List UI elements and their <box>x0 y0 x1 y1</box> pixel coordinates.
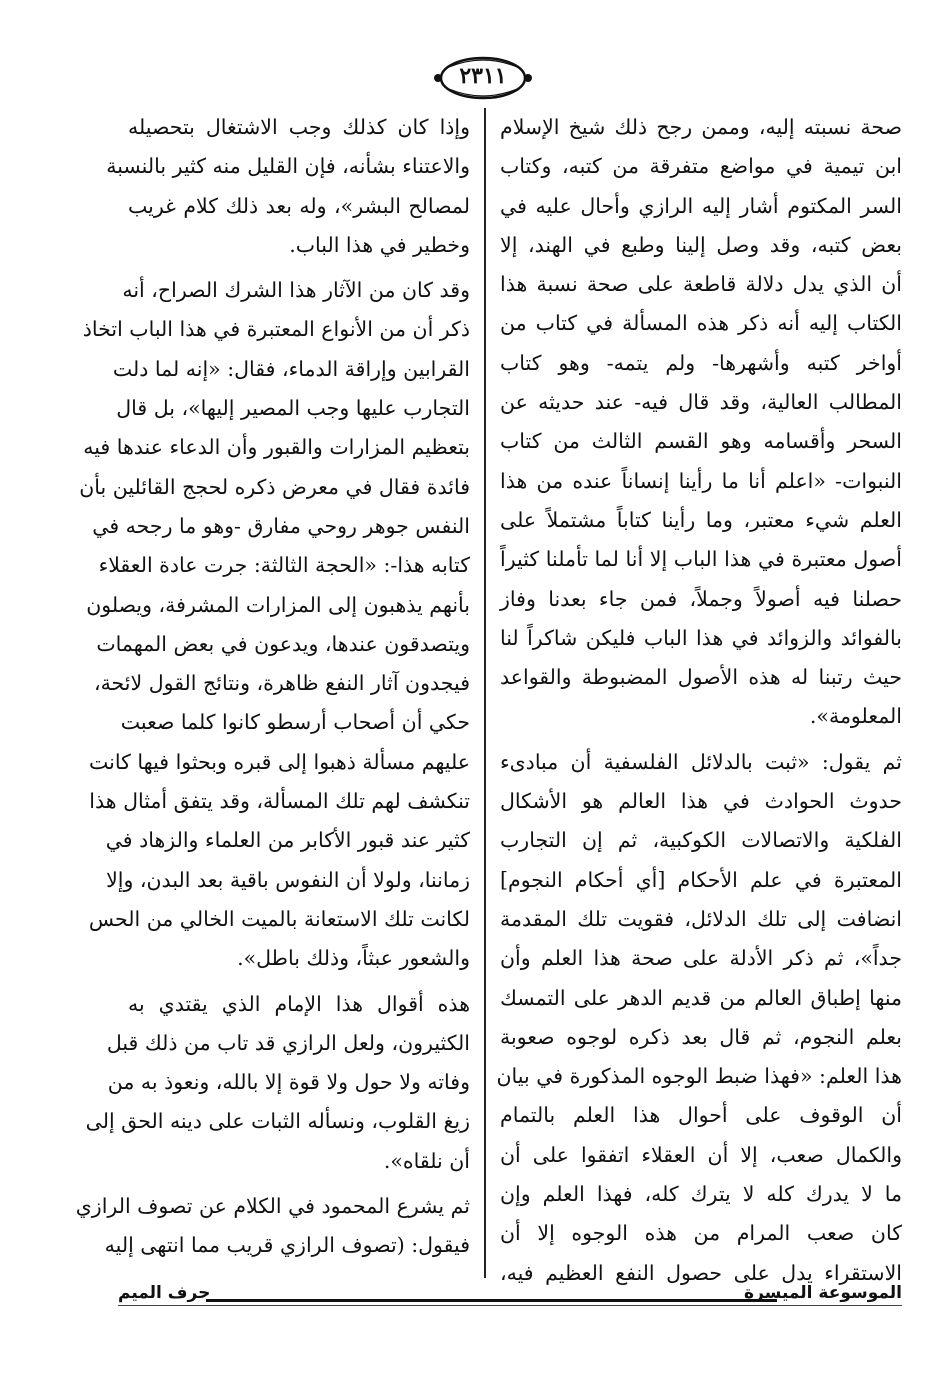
text-line: ثم يقول: «ثبت بالدلائل الفلسفية أن مبادىء <box>500 749 902 774</box>
text-line: زيغ القلوب، ونسأله الثبات على دينه الحق إلى <box>85 1109 470 1134</box>
text-line: حكي أن أصحاب أرسطو كانوا كلما صعبت <box>120 710 470 735</box>
text-line: فائدة فقال في معرض ذكره لحجج القائلين بأن <box>79 474 470 499</box>
text-line: أصول معتبرة في هذا الباب إلا أنا لما تأملنا كثيراً <box>500 547 902 572</box>
text-line: جداً»، ثم ذكر الأدلة على صحة هذا العلم وأن <box>500 946 902 971</box>
paragraph <box>106 108 470 265</box>
text-line: بتعظيم المزارات والقبور وأن الدعاء عندها فيه <box>83 435 470 460</box>
text-line: الفلكية والاتصالات الكوكبية، ثم إن التجارب <box>500 828 902 853</box>
column-divider <box>484 108 486 1278</box>
text-line: فيجدون آثار النفع ظاهرة، ونتائج القول لائحة، <box>93 671 470 696</box>
text-line: والكمال صعب، إلا أن العقلاء اتفقوا على أن <box>500 1142 902 1167</box>
text-line: وفاته ولا حول ولا قوة إلا بالله، ونعوذ به من <box>107 1070 470 1095</box>
text-line: المعلومة». <box>809 704 902 729</box>
text-line: عليهم مسألة ذهبوا إلى قبره وبحثوا فيها كانت <box>89 749 470 774</box>
text-line: التجارب عليها وجب المصير إليها»، بل قال <box>116 396 470 421</box>
text-line: لمصالح البشر»، وله بعد ذلك كلام غريب <box>128 193 470 218</box>
footer-book-title: الموسوعة الميسرة <box>744 1283 902 1303</box>
text-line: هذه أقوال هذا الإمام الذي يقتدي به <box>128 991 470 1016</box>
footer-underline <box>118 1305 902 1306</box>
text-line: حيث رتبنا له هذه الأصول المضبوطة والقواعد <box>500 665 902 690</box>
text-line: أن نلقاه». <box>383 1148 470 1173</box>
text-line: وإذا كان كذلك وجب الاشتغال بتحصيله <box>128 115 470 139</box>
text-line: وقد كان من الآثار هذا الشرك الصراح، أنه <box>122 278 470 303</box>
text-line: منها إطباق العالم من قديم الدهر على التمسك <box>500 985 902 1010</box>
text-line: أن الذي يدل دلالة قاطعة على صحة نسبة هذا <box>500 272 902 297</box>
left-column <box>75 108 470 1272</box>
text-line: القرابين وإراقة الدماء، فقال: «إنه لما دلت <box>112 356 470 381</box>
text-line: والشعور عبثاً، وذلك باطل». <box>237 946 470 971</box>
text-line: بعض كتبه، وقد وصل إلينا وطبع في الهند، إلا <box>500 232 902 257</box>
text-line: الكتاب إليه أنه ذكر هذه المسألة في كتاب من <box>500 311 902 336</box>
paragraph <box>79 271 470 978</box>
text-line: كان صعب المرام من هذه الوجوه إلا أن <box>500 1221 902 1246</box>
text-line: أن الوقوف على أحوال هذا العلم بالتمام <box>500 1103 902 1128</box>
right-column <box>496 108 902 1299</box>
paragraph <box>496 743 902 1293</box>
text-line: زماننا، ولولا أن النفوس باقية بعد البدن، وإلا <box>106 867 470 892</box>
text-line: أواخر كتبه وأشهرها- ولم يتمه- وهو كتاب <box>500 350 902 375</box>
page-footer <box>118 1283 902 1313</box>
text-line: بعلم النجوم، ثم قال بعد ذكره لوجوه صعوبة <box>500 1024 902 1049</box>
text-line: هذا العلم: «فهذا ضبط الوجوه المذكورة في بيان <box>496 1064 902 1089</box>
text-line: ابن تيمية في مواضع متفرقة من كتبه، وكتاب <box>500 154 902 179</box>
text-line: كتابه هذا-: «الحجة الثالثة: جرت عادة العقلاء <box>98 553 470 578</box>
text-line: ويتصدقون عندها، ويدعون في بعض المهمات <box>96 631 470 656</box>
text-line: النبوات- «اعلم أنا ما رأينا إنساناً عنده من هذا <box>500 468 902 493</box>
text-line: حصلنا فيه أصولاً وجملاً، فمن جاء بعدنا وفاز <box>500 586 902 611</box>
paragraph <box>75 1187 470 1266</box>
text-line: وخطير في هذا الباب. <box>289 232 470 257</box>
text-line: العلم شيء معتبر، وما رأينا كتاباً مشتملاً على <box>500 507 902 532</box>
text-line: فيقول: (تصوف الرازي قريب مما انتهى إليه <box>104 1233 470 1258</box>
text-line: ثم يشرع المحمود في الكلام عن تصوف الرازي <box>75 1194 470 1219</box>
page-number: ٢٣١١ <box>459 63 507 89</box>
text-line: انضافت إلى تلك الدلائل، فقويت تلك المقدمة <box>500 906 902 931</box>
text-line: المعتبرة في علم الأحكام [أي أحكام النجوم] <box>500 867 902 892</box>
text-line: الاستقراء يدل على حصول النفع العظيم فيه، <box>500 1260 902 1285</box>
text-line: بأنهم يذهبون إلى المزارات المشرفة، ويصلون <box>86 592 470 617</box>
text-line: لكانت تلك الاستعانة بالميت الخالي من الحس <box>88 906 470 931</box>
text-line: حدوث الحوادث في هذا العالم هو الأشكال <box>500 789 902 814</box>
text-line: المطالب العالية، وقد قال فيه- عند حديثه عن <box>500 390 902 415</box>
page-number-badge <box>433 55 533 101</box>
text-line: صحة نسبته إليه، وممن رجح ذلك شيخ الإسلام <box>500 115 902 139</box>
text-line: بالفوائد والزوائد في هذا الباب فليكن شاكراً لنا <box>500 625 902 650</box>
text-line: تنكشف لهم تلك المسألة، وقد يتفق أمثال هذا <box>89 789 470 814</box>
text-line: والاعتناء بشأنه، فإن القليل منه كثير بالنسبة <box>106 154 470 179</box>
footer-rule <box>206 1299 777 1302</box>
footer-section: حرف الميم <box>118 1283 211 1303</box>
text-line: ذكر أن من الأنواع المعتبرة في هذا الباب اتخاذ <box>82 317 470 342</box>
paragraph <box>500 108 902 737</box>
text-line: السر المكتوم أشار إليه الرازي وأحال عليه في <box>500 193 902 218</box>
text-line: كثير عند قبور الأكابر من العلماء والزهاد في <box>105 828 470 853</box>
text-line: السحر وأقسامه وهو القسم الثالث من كتاب <box>500 429 902 454</box>
text-line: ما لا يدرك كله لا يترك كله، فهذا العلم وإن <box>500 1182 902 1207</box>
text-line: النفس جوهر روحي مفارق -وهو ما رجحه في <box>92 513 470 538</box>
paragraph <box>85 985 470 1181</box>
text-line: الكثيرون، ولعل الرازي قد تاب من ذلك قبل <box>106 1030 470 1055</box>
